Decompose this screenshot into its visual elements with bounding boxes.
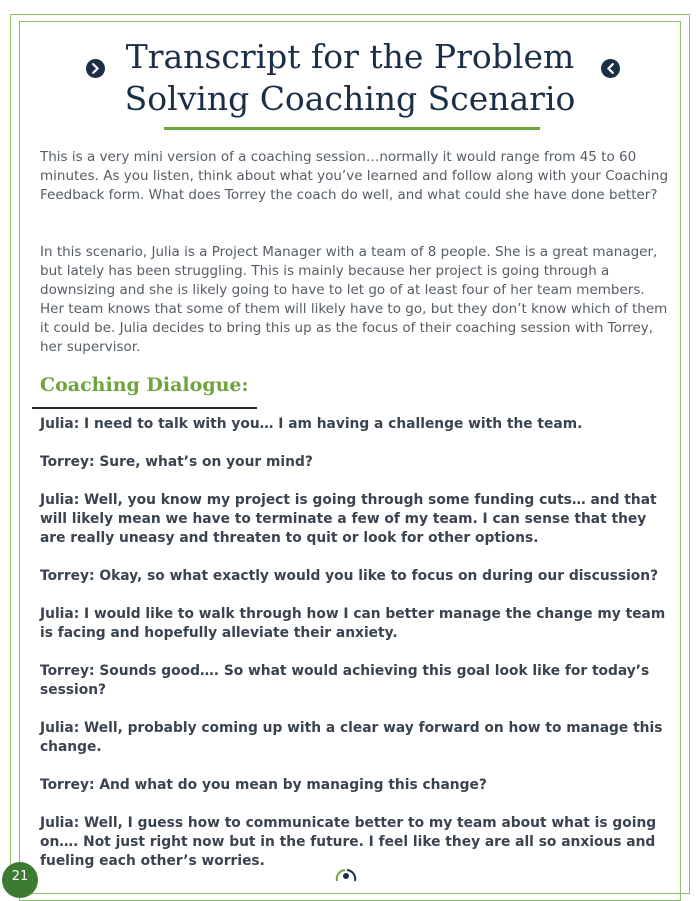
page-title-line-1: Transcript for the Problem [125,37,575,76]
dialogue-line: Torrey: Sounds good…. So what would achieving this goal look like for today’s session? [40,663,650,698]
chevron-right-icon [91,63,100,74]
dialogue-line: Julia: Well, I guess how to communicate better to my team about what is going on…. Not just right now but in the future. I feel like they are all so anxious and fueling each other’s worries. [40,815,657,869]
dialogue-line: Torrey: Okay, so what exactly would you like to focus on during our discussion? [40,568,659,584]
scenario-paragraph: In this scenario, Julia is a Project Manager with a team of 8 people. She is a great manager, but lately has been struggling. This is mainly because her project is going through a downsizing and she is likely going to have to let go of at least four of her team members. Her team knows that some of them will likely have to go, but they don’t know which of them it could be. Julia decides to bring this up as the focus of their coaching session with Torrey, her supervisor. [40,244,668,355]
page-number: 21 [11,869,29,884]
previous-page-button[interactable] [601,59,620,78]
dialogue-line: Torrey: And what do you mean by managing this change? [40,777,487,793]
dialogue-line: Julia: I need to talk with you… I am having a challenge with the team. [40,416,583,432]
dialogue-line: Julia: Well, you know my project is going through some funding cuts… and that will likely mean we have to terminate a few of my team. I can sense that they are really uneasy and threaten to quit or look for other options. [40,492,657,546]
chevron-left-icon [606,63,615,74]
page-title [120,36,580,120]
dialogue-line: Torrey: Sure, what’s on your mind? [40,454,313,470]
dialogue-line: Julia: Well, probably coming up with a clear way forward on how to manage this change. [40,720,663,755]
dialogue-heading: Coaching Dialogue: [40,374,249,396]
dialogue-heading-rule [32,407,257,409]
dialogue-list [40,415,668,890]
intro-paragraph: This is a very mini version of a coaching session…normally it would range from 45 to 60 minutes. As you listen, think about what you’ve learned and follow along with your Coaching Feedback form. What does Torrey the coach do well, and what could she have done better? [40,149,669,203]
next-page-button[interactable] [86,59,105,78]
title-underline [164,127,540,130]
page-number-badge [2,862,38,898]
dialogue-line: Julia: I would like to walk through how I can better manage the change my team is facing and hopefully alleviate their anxiety. [40,606,666,641]
page-title-line-2: Solving Coaching Scenario [124,79,576,118]
